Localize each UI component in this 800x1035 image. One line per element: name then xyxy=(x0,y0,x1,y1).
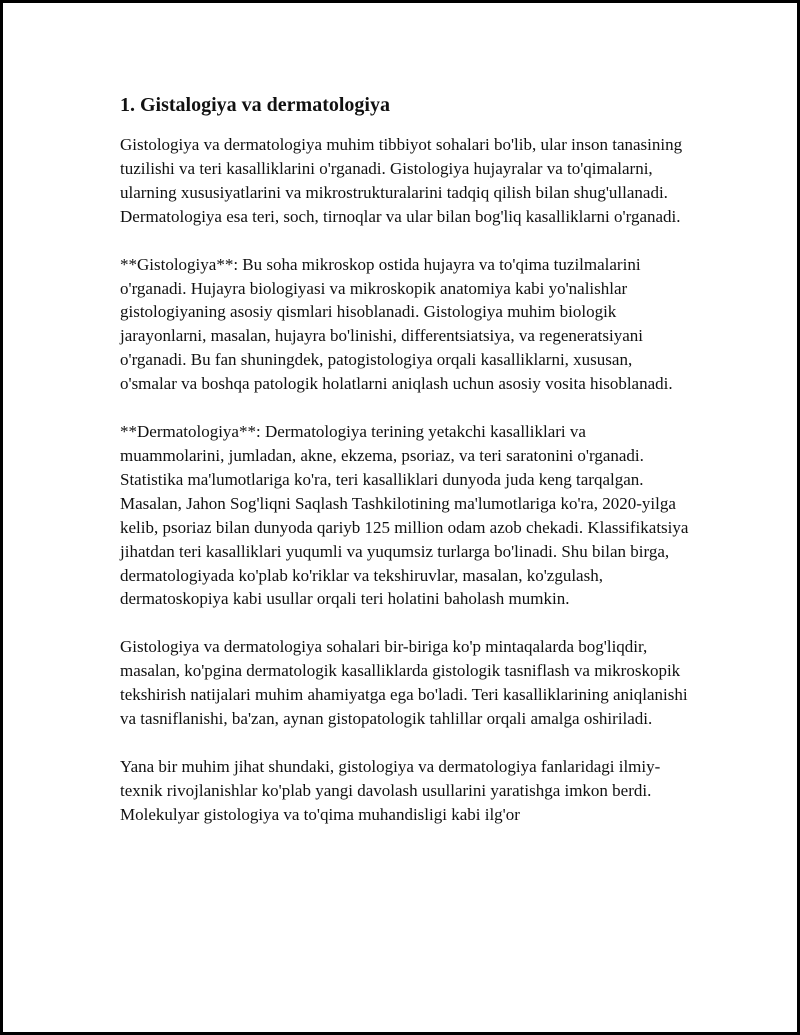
paragraph-advances: Yana bir muhim jihat shundaki, gistologiya va dermatologiya fanlaridagi ilmiy-texnik rivojlanishlar ko'plab yangi davolash usullarini yaratishga imkon berdi. Molekulyar gistologiya va to'qima muhandisligi kabi ilg'or xyxy=(120,756,661,824)
paragraph-gistologiya: **Gistologiya**: Bu soha mikroskop ostida hujayra va to'qima tuzilmalarini o'rganadi. Hujayra biologiyasi va mikroskopik anatomiya kabi yo'nalishlar gistologiyaning asosiy qismlari hisoblanadi. Gistologiya muhim biologik jarayonlarni, masalan, hujayra bo'linishi, differentsiatsiya, va regeneratsiyani o'rganadi. Bu fan shuningdek, patogistologiya orqali kasalliklarni, xususan, o'smalar va boshqa patologik holatlarni aniqlash uchun asosiy vosita hisoblanadi. xyxy=(120,254,673,394)
paragraph-relationship: Gistologiya va dermatologiya sohalari bir-biriga ko'p mintaqalarda bog'liqdir, masalan, ko'pgina dermatologik kasalliklarda gistologik tasniflash va mikroskopik tekshirish natijalari muhim ahamiyatga ega bo'ladi. Teri kasalliklarining aniqlanishi va tasniflanishi, ba'zan, aynan gistopatologik tahlillar orqali amalga oshiriladi. xyxy=(120,637,688,729)
paragraph-intro: Gistologiya va dermatologiya muhim tibbiyot sohalari bo'lib, ular inson tanasining tuzilishi va teri kasalliklarini o'rganadi. Gistologiya hujayralar va to'qimalarni, ularning xususiyatlarini va mikrostrukturalarini tadqiq qilish bilan shug'ullanadi. Dermatologiya esa teri, soch, tirnoqlar va ular bilan bog'liq kasalliklarni o'rganadi. xyxy=(120,135,683,226)
paragraph-dermatologiya: **Dermatologiya**: Dermatologiya terining yetakchi kasalliklari va muammolarini, jumladan, akne, ekzema, psoriaz, va teri saratonini o'rganadi. Statistika ma'lumotlariga ko'ra, teri kasalliklari dunyoda juda keng tarqalgan. Masalan, Jahon Sog'liqni Saqlash Tashkilotining ma'lumotlariga ko'ra, 2020-yilga kelib, psoriaz bilan dunyoda qariyb 125 million odam azob chekadi. Klassifikatsiya jihatdan teri kasalliklari yuqumli va yuqumsiz turlarga bo'linadi. Shu bilan birga, dermatologiyada ko'plab ko'riklar va tekshiruvlar, masalan, ko'zgulash, dermatoskopiya kabi usullar orqali teri holatini baholash mumkin. xyxy=(120,422,689,609)
section-heading: 1. Gistalogiya va dermatologiya xyxy=(120,94,390,116)
document-body xyxy=(120,93,690,827)
